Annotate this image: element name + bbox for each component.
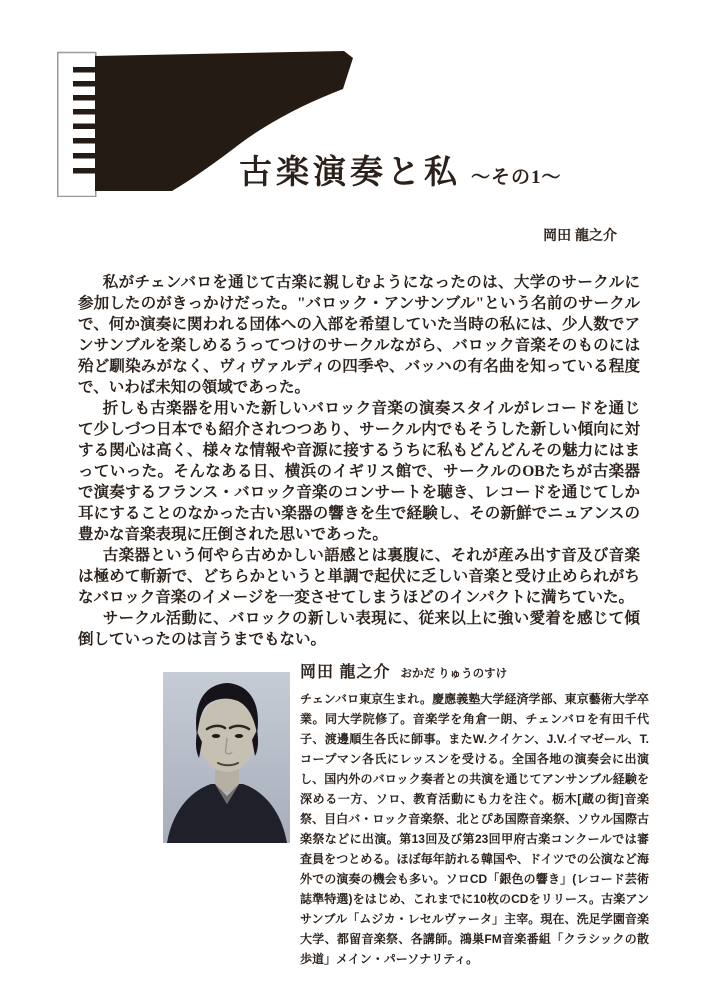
profile-name-kana: おかだ りゅうのすけ: [400, 668, 508, 680]
page-title: 古楽演奏と私: [239, 155, 461, 191]
paragraph: サークル活動に、バロックの新しい表現に、従来以上に強い愛着を感じて傾倒していったのは言うまでもない。: [78, 610, 640, 648]
author-byline: 岡田 龍之介: [543, 227, 617, 243]
portrait-photo-icon: [163, 672, 290, 843]
profile-name: 岡田 龍之介: [300, 664, 391, 681]
article-body: [78, 272, 640, 650]
paragraph: 古楽器という何やら古めかしい語感とは裏腹に、それが産み出す音及び音楽は極めて斬新で、どちらかというと単調で起伏に乏しい音楽と受け止められがちなバロック音楽のイメージを一変させてしまうほどのインパクトに満ちていた。: [78, 547, 640, 606]
title-row: [239, 146, 679, 193]
paragraph: 折しも古楽器を用いた新しいバロック音楽の演奏スタイルがレコードを通じて少しづつ日本でも紹介されつつあり、サークル内でもそうした新しい傾向に対する関心は高く、様々な情報や音源に接するうちに私もどんどんその魅力にはまっていった。そんなある日、横浜のイギリス館で、サークルのOBたちが古楽器で演奏するフランス・バロック音楽のコンサートを聴き、レコードを通じてしか耳にすることのなかった古い楽器の響きを生で経験し、その新鮮でニュアンスの豊かな音楽表現に圧倒された思いであった。: [78, 400, 640, 543]
profile-bio: チェンバロ東京生まれ。慶應義塾大学経済学部、東京藝術大学卒業。同大学院修了。音楽学を角倉一朗、チェンバロを有田千代子、渡邊順生各氏に師事。またW.クイケン、J.V.イマゼール、T.コープマン各氏にレッスンを受ける。全国各地の演奏会に出演し、国内外のバロック奏者との共演を通じてアンサンブル経験を深める一方、ソロ、教育活動にも力を注ぐ。栃木[蔵の街]音楽祭、目白バ・ロック音楽祭、北とぴあ国際音楽祭、ソウル国際古楽祭などに出演。第13回及び第23回甲府古楽コンクールでは審査員をつとめる。ほぼ毎年訪れる韓国や、ドイツでの公演など海外での演奏の機会も多い。ソロCD「銀色の響き」(レコード芸術誌準特選)をはじめ、これまでに10枚のCDをリリース。古楽アンサンブル「ムジカ・レセルヴァータ」主宰。現在、洗足学園音楽大学、都留音楽祭、各講師。鴻巣FM音楽番組「クラシックの散歩道」メイン・パーソナリティ。: [300, 692, 649, 966]
paragraph: 私がチェンバロを通じて古楽に親しむようになったのは、大学のサークルに参加したのがきっかけだった。"バロック・アンサンブル"という名前のサークルで、何か演奏に関われる団体への入部を希望していた当時の私には、少人数でアンサンブルを楽しめるうってつけのサークルながら、バロック音楽そのものには殆ど馴染みがなく、ヴィヴァルディの四季や、バッハの有名曲を知っている程度で、いわば未知の領域であった。: [78, 274, 640, 396]
profile-name-row: [300, 659, 649, 682]
profile-photo: [163, 672, 290, 843]
page-subtitle: ～その1～: [471, 167, 562, 188]
profile-section: [300, 659, 649, 969]
